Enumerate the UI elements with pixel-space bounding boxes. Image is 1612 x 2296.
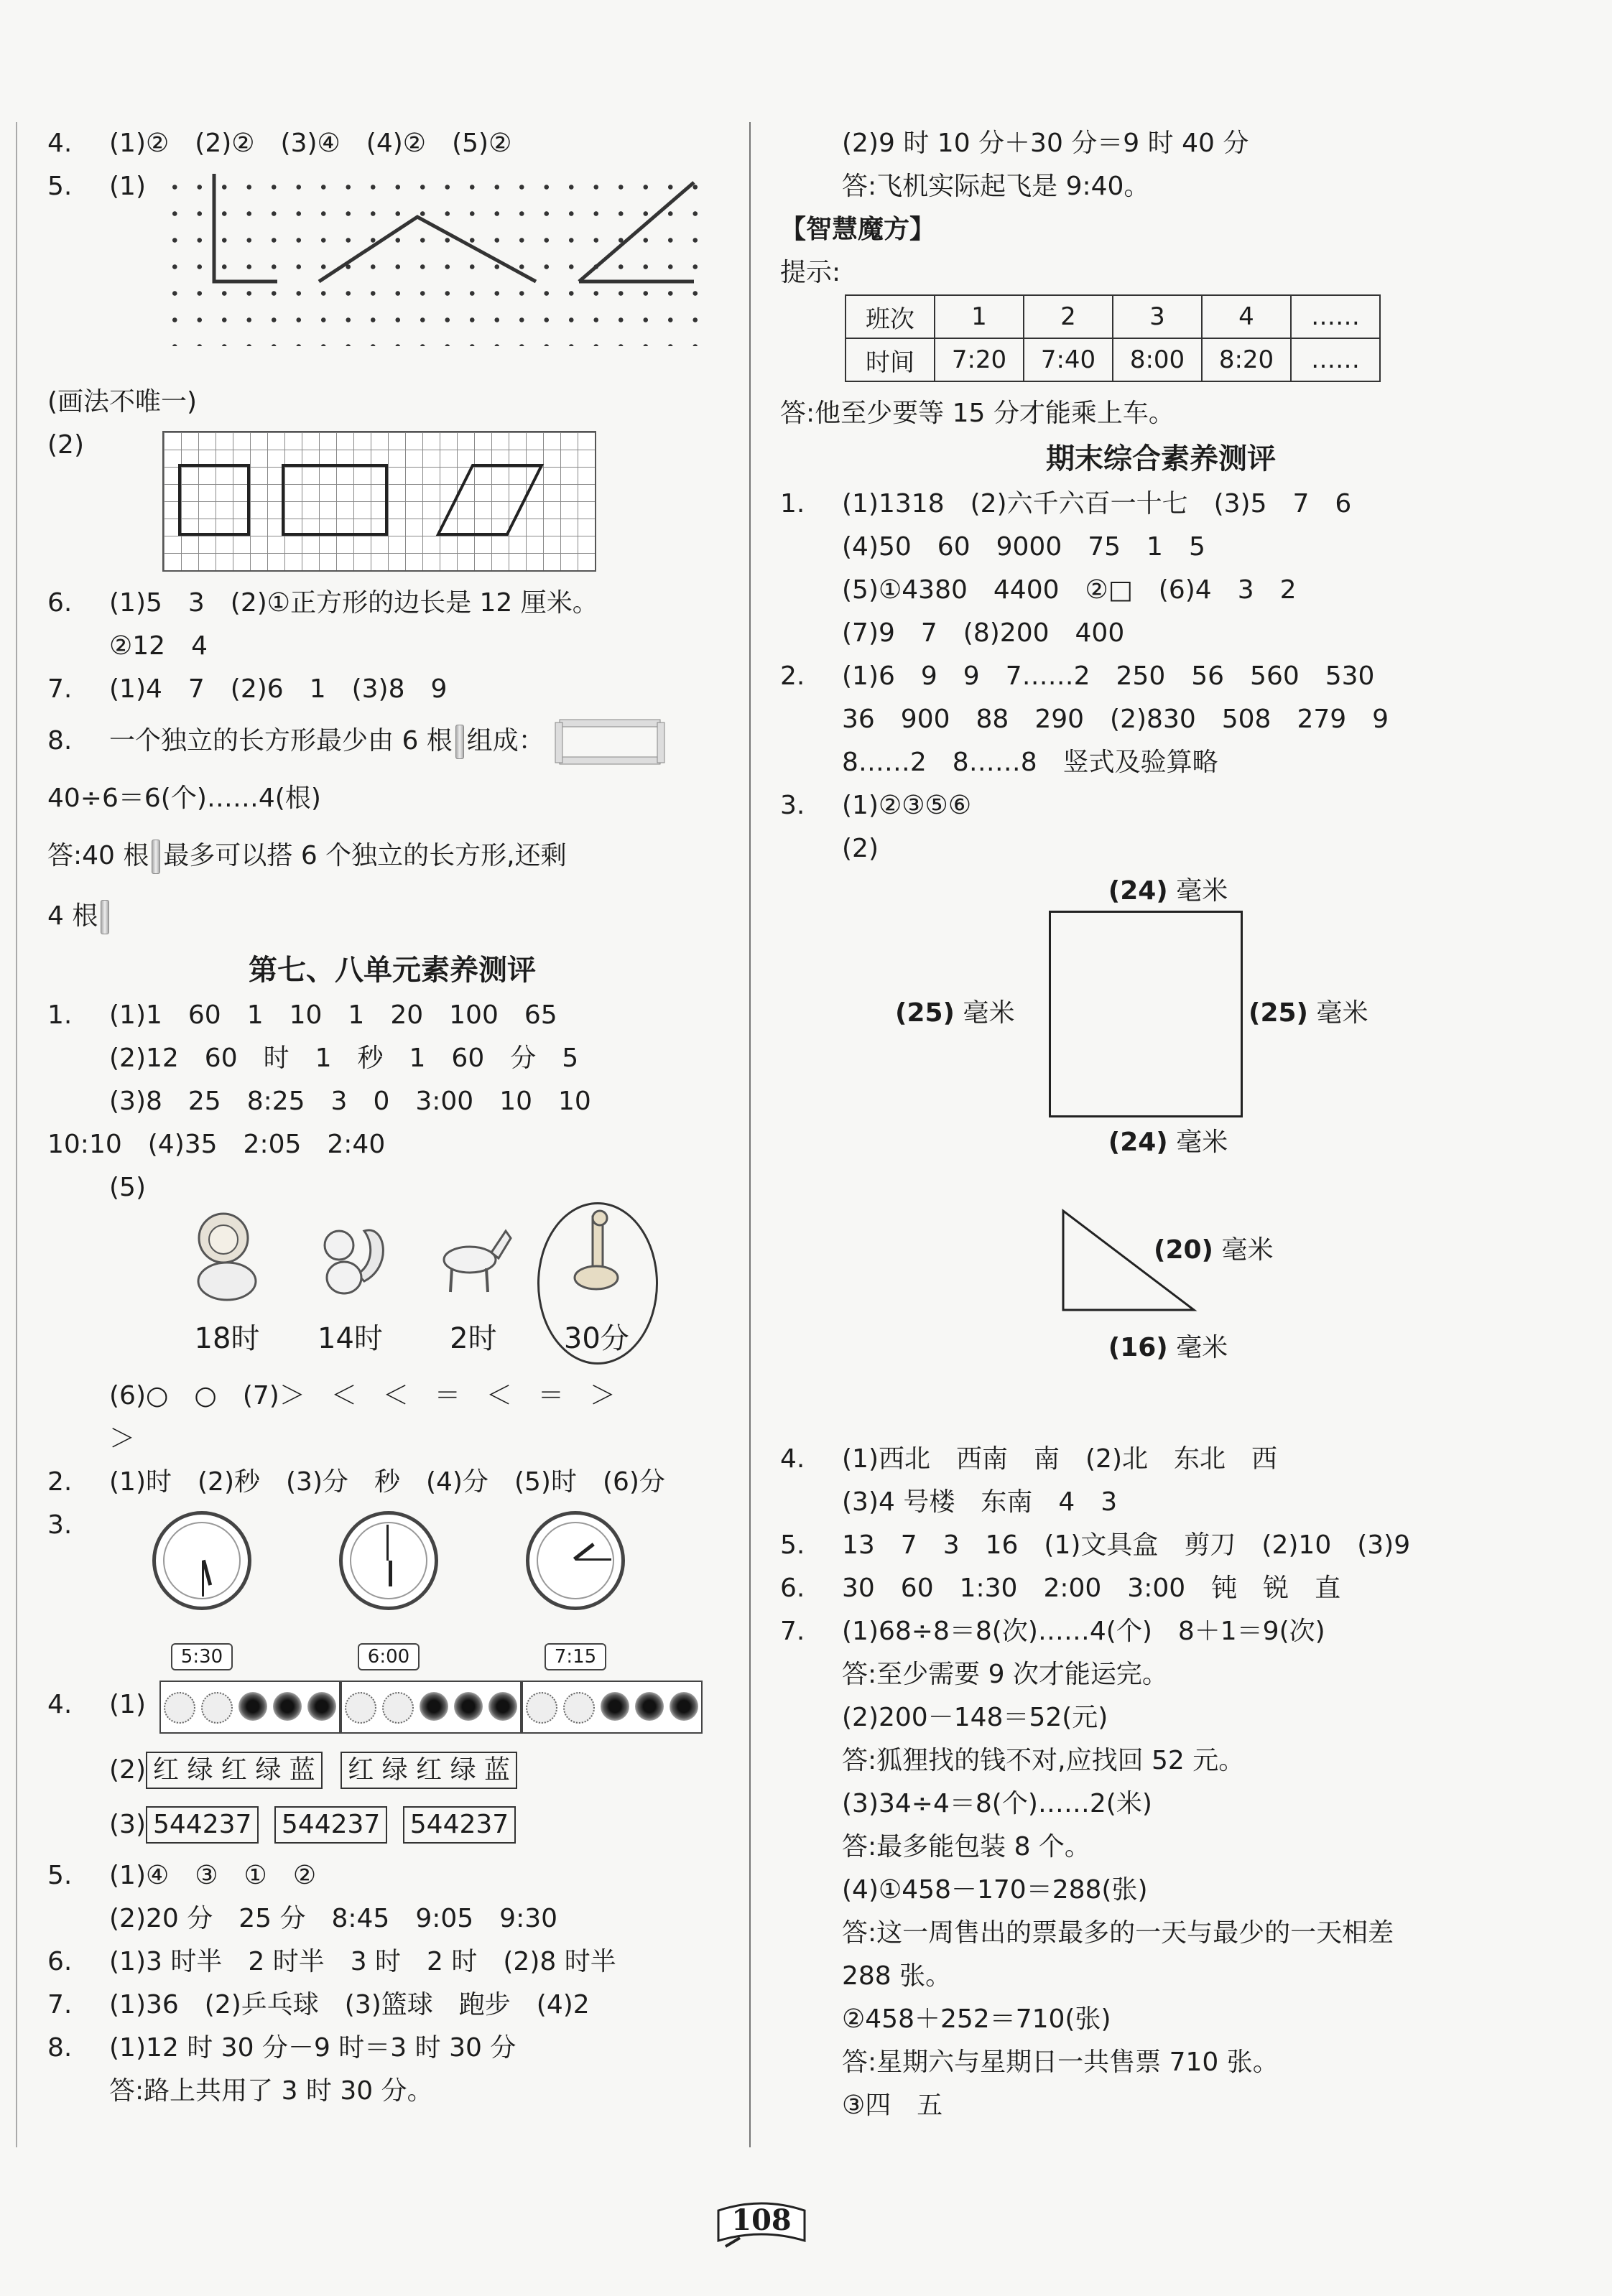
f7-line2	[780, 1653, 1542, 1696]
q-number: 8.	[47, 2033, 73, 2063]
answer-8-calc	[47, 771, 737, 826]
q-number: 5.	[47, 172, 73, 201]
animal-giraffe	[539, 1209, 654, 1357]
q-number: 6.	[47, 588, 73, 618]
s4-colors	[47, 1745, 737, 1800]
s1-line1	[47, 994, 737, 1037]
f1-line2	[780, 526, 1542, 569]
column-divider	[749, 122, 751, 2147]
q-number: 7.	[47, 1990, 73, 2020]
part-label: (1)	[109, 172, 146, 201]
q-number: 6.	[47, 1947, 73, 1976]
q-number: 4.	[47, 129, 73, 158]
squirrel-icon	[307, 1209, 393, 1303]
answer-4	[47, 122, 737, 165]
table-cell: 2	[1024, 295, 1113, 338]
q-number: 7.	[780, 1617, 805, 1646]
answer-text: (1)68÷8＝8(次)……4(个) 8＋1＝9(次)	[842, 1617, 1325, 1646]
f1-line3	[780, 569, 1542, 612]
s1-line4	[47, 1123, 737, 1166]
clock-time-label: 5:30	[171, 1643, 233, 1670]
answer-text: 36 900 88 290 (2)830 508 279 9	[842, 705, 1389, 734]
hint-text: 提示:	[780, 258, 841, 287]
tri-base-label: (16) 毫米	[1108, 1333, 1228, 1362]
stick-icon	[101, 900, 109, 934]
answer-text: 最多可以搭 6 个独立的长方形,还剩	[163, 841, 567, 870]
measure-figures	[780, 870, 1542, 1438]
answer-text: 4 根	[47, 901, 98, 931]
s4-digits	[47, 1800, 737, 1854]
answer-text: 组成：	[466, 726, 545, 756]
answer-text: (3)8 25 8:25 3 0 3:00 10 10	[109, 1087, 591, 1116]
answer-text: (3)34÷4＝8(个)……2(米)	[842, 1789, 1152, 1818]
table-cell: 4	[1202, 295, 1291, 338]
clock-face	[339, 1511, 438, 1610]
q-number: 4.	[47, 1690, 73, 1719]
f5-line	[780, 1524, 1542, 1567]
left-column	[47, 122, 737, 2113]
answer-text: (1)36 (2)乒乓球 (3)篮球 跑步 (4)2	[109, 1990, 590, 2020]
answer-text: 答:狐狸找的钱不对,应找回 52 元。	[842, 1746, 1245, 1775]
s1-line6	[47, 1375, 737, 1418]
page-number-badge	[711, 2196, 812, 2254]
f1-line1	[780, 483, 1542, 526]
f7-line1	[780, 1610, 1542, 1653]
answer-text: (2)200－148＝52(元)	[842, 1703, 1108, 1732]
answer-text: 答:40 根	[47, 841, 149, 870]
q-number: 5.	[47, 1861, 73, 1890]
answer-text: (6)○ ○ (7)＞ ＜ ＜ ＝ ＜ ＝ ＞	[109, 1381, 616, 1410]
part-label: (2)	[109, 1755, 146, 1785]
s1-line7	[47, 1418, 737, 1461]
answer-text: 288 张。	[842, 1961, 952, 1991]
giraffe-icon	[553, 1209, 639, 1303]
q-number: 8.	[47, 726, 73, 756]
stick-icon	[152, 840, 160, 874]
lion-icon	[184, 1209, 270, 1303]
final-section-title: 期末综合素养测评	[1046, 442, 1276, 475]
q-number: 7.	[47, 674, 73, 704]
s2-line	[47, 1461, 737, 1504]
table-cell: 3	[1113, 295, 1202, 338]
answer-6-line2	[47, 625, 737, 668]
table-cell: 班次	[846, 295, 935, 338]
answer-text: (1)4 7 (2)6 1 (3)8 9	[109, 674, 448, 704]
flower-pattern	[159, 1681, 703, 1734]
wisdom-title: 【智慧魔方】	[780, 215, 936, 244]
f2-line3	[780, 741, 1542, 784]
answer-5	[47, 165, 737, 381]
f7-line10	[780, 1998, 1542, 2041]
f7-line5	[780, 1783, 1542, 1826]
digit-pattern-box: 544237	[274, 1806, 387, 1844]
answer-text: 答:星期六与星期日一共售票 710 张。	[842, 2048, 1279, 2077]
answer-text: (1)② (2)② (3)④ (4)② (5)②	[109, 129, 512, 158]
answer-text: (1)1318 (2)六千六百一十七 (3)5 7 6	[842, 489, 1352, 519]
flower-group	[159, 1681, 341, 1734]
digit-pattern-box: 544237	[403, 1806, 516, 1844]
clock-time-label: 7:15	[545, 1643, 606, 1670]
answer-6	[47, 582, 737, 625]
answer-8-answer	[47, 826, 737, 886]
table-cell: 7:20	[935, 338, 1024, 381]
prev-answer-line2	[780, 165, 1542, 208]
tri-hyp-label: (20) 毫米	[1154, 1235, 1274, 1265]
table-cell: 1	[935, 295, 1024, 338]
stick-icon	[455, 725, 464, 759]
answer-5-part2	[47, 424, 737, 582]
q-number: 5.	[780, 1530, 805, 1560]
answer-text: (1)②③⑤⑥	[842, 791, 972, 820]
answer-text: ②12 4	[109, 631, 208, 661]
note-text: (画法不唯一)	[47, 387, 198, 417]
answer-text: (1)5 3 (2)①正方形的边长是 12 厘米。	[109, 588, 598, 618]
answer-text: (7)9 7 (8)200 400	[842, 618, 1125, 648]
prev-answer-line1	[780, 122, 1542, 165]
table-row	[846, 295, 1380, 338]
answer-text: (2)20 分 25 分 8:45 9:05 9:30	[109, 1904, 558, 1933]
answer-text: 答:至少需要 9 次才能运完。	[842, 1660, 1168, 1689]
part-label: (5)	[109, 1173, 146, 1202]
answer-text: (2)9 时 10 分＋30 分＝9 时 40 分	[842, 129, 1249, 158]
hint-table-wrap	[780, 294, 1542, 392]
answer-text: 答:路上共用了 3 时 30 分。	[109, 2076, 433, 2106]
animal-horse	[416, 1209, 531, 1357]
table-cell: 8:00	[1113, 338, 1202, 381]
s5-line2	[47, 1897, 737, 1941]
q-number: 3.	[780, 791, 805, 820]
right-column	[780, 122, 1542, 2127]
answer-text: 40÷6＝6(个)……4(根)	[47, 784, 321, 813]
answer-text: (1)④ ③ ① ②	[109, 1861, 317, 1890]
answer-text: 13 7 3 16 (1)文具盒 剪刀 (2)10 (3)9	[842, 1530, 1411, 1560]
table-cell: ……	[1291, 338, 1380, 381]
clock-face	[152, 1511, 251, 1610]
answer-text: 10:10 (4)35 2:05 2:40	[47, 1130, 386, 1159]
answer-text: 一个独立的长方形最少由 6 根	[109, 726, 453, 756]
answer-text: (1)1 60 1 10 1 20 100 65	[109, 1000, 557, 1030]
answer-text: 答:最多能包装 8 个。	[842, 1832, 1090, 1862]
flower-group	[341, 1681, 522, 1734]
draw-note	[47, 381, 737, 424]
f4-line1	[780, 1438, 1542, 1481]
answer-text: (1)西北 西南 南 (2)北 东北 西	[842, 1444, 1277, 1474]
f3-line1	[780, 784, 1542, 827]
answer-text: (3)4 号楼 东南 4 3	[842, 1487, 1118, 1517]
animal-squirrel	[292, 1209, 407, 1357]
polyline-2	[319, 217, 536, 282]
margin-line	[16, 122, 17, 2147]
answer-text: (1)时 (2)秒 (3)分 秒 (4)分 (5)时 (6)分	[109, 1467, 665, 1497]
s8-line1	[47, 2027, 737, 2070]
animal-label: 2时	[450, 1322, 497, 1355]
flower-group	[522, 1681, 703, 1734]
clock-1	[148, 1511, 256, 1670]
polyline-1	[214, 174, 277, 282]
rectangle-shape	[283, 465, 386, 534]
animal-label: 14时	[318, 1322, 383, 1355]
table-row	[846, 338, 1380, 381]
answer-text: (4)①458－170＝288(张)	[842, 1875, 1148, 1905]
f1-line4	[780, 612, 1542, 655]
answer-text: ③四 五	[842, 2091, 943, 2120]
f7-line8	[780, 1912, 1542, 1955]
page-number: 108	[731, 2203, 792, 2237]
parallelogram-shape	[438, 465, 542, 534]
measured-rectangle	[1049, 911, 1243, 1117]
hint-table	[845, 294, 1381, 382]
animal-row	[47, 1209, 737, 1375]
answer-text: (5)①4380 4400 ②□ (6)4 3 2	[842, 575, 1297, 605]
answer-text: ＞	[109, 1424, 136, 1454]
color-pattern-box: 红 绿 红 绿 蓝	[146, 1752, 323, 1789]
f2-line1	[780, 655, 1542, 698]
part-label: (2)	[47, 430, 84, 460]
answer-text: 答:飞机实际起飞是 9:40。	[842, 172, 1150, 201]
table-cell: ……	[1291, 295, 1380, 338]
section-title: 第七、八单元素养测评	[249, 954, 536, 987]
answer-text: 8……2 8……8 竖式及验算略	[842, 748, 1218, 777]
q-number: 2.	[780, 661, 805, 691]
clock-2	[335, 1511, 443, 1670]
s4-flowers	[47, 1676, 737, 1745]
s3-clocks	[47, 1504, 737, 1676]
dot-drawing	[162, 174, 708, 346]
s1-line5	[47, 1166, 737, 1209]
color-pattern-box: 红 绿 红 绿 蓝	[341, 1752, 517, 1789]
animal-label: 30分	[563, 1322, 629, 1355]
rect-top-label: (24) 毫米	[1108, 876, 1228, 906]
rect-right-label: (25) 毫米	[1249, 998, 1368, 1028]
rect-bottom-label: (24) 毫米	[1108, 1128, 1228, 1157]
clock-3	[522, 1511, 629, 1670]
polyline-3	[579, 182, 694, 282]
animal-lion	[170, 1209, 284, 1357]
part-label: (1)	[109, 1690, 146, 1719]
clock-time-label: 6:00	[358, 1643, 420, 1670]
table-cell: 时间	[846, 338, 935, 381]
s6-line	[47, 1941, 737, 1984]
f7-line12	[780, 2084, 1542, 2127]
answer-8	[47, 711, 737, 771]
q-number: 4.	[780, 1444, 805, 1474]
rect-left-label: (25) 毫米	[895, 998, 1015, 1028]
answer-text: (1)12 时 30 分－9 时＝3 时 30 分	[109, 2033, 517, 2063]
f7-line11	[780, 2041, 1542, 2084]
s5-line1	[47, 1854, 737, 1897]
hint-answer	[780, 392, 1542, 435]
f7-line4	[780, 1739, 1542, 1783]
answer-7	[47, 668, 737, 711]
answer-text: 答:他至少要等 15 分才能乘上车。	[780, 399, 1175, 428]
q-number: 3.	[47, 1510, 73, 1540]
f7-line9	[780, 1955, 1542, 1998]
answer-text: (1)6 9 9 7……2 250 56 560 530	[842, 661, 1375, 691]
hint-label	[780, 251, 1542, 294]
f6-line	[780, 1567, 1542, 1610]
q-number: 2.	[47, 1467, 73, 1497]
f2-line2	[780, 698, 1542, 741]
answer-text: ②458＋252＝710(张)	[842, 2004, 1111, 2034]
f7-line7	[780, 1869, 1542, 1912]
f4-line2	[780, 1481, 1542, 1524]
square-shape	[180, 465, 249, 534]
q-number: 6.	[780, 1574, 805, 1603]
table-cell: 8:20	[1202, 338, 1291, 381]
f7-line6	[780, 1826, 1542, 1869]
digit-pattern-box: 544237	[146, 1806, 259, 1844]
q-number: 1.	[780, 489, 805, 519]
s7-line	[47, 1984, 737, 2027]
part-label: (3)	[109, 1810, 146, 1839]
q-number: 1.	[47, 1000, 73, 1030]
part-label: (2)	[842, 834, 879, 863]
f3-line2	[780, 827, 1542, 870]
animal-label: 18时	[194, 1322, 260, 1355]
answer-text: (4)50 60 9000 75 1 5	[842, 532, 1205, 562]
stick-rectangle-icon	[552, 715, 667, 768]
f7-line3	[780, 1696, 1542, 1739]
horse-icon	[430, 1209, 517, 1303]
s1-line2	[47, 1037, 737, 1080]
s8-line2	[47, 2070, 737, 2113]
clock-face	[526, 1511, 625, 1610]
grid-shapes	[162, 431, 593, 569]
answer-text: (1)3 时半 2 时半 3 时 2 时 (2)8 时半	[109, 1947, 616, 1976]
s1-line3	[47, 1080, 737, 1123]
answer-8-remain	[47, 886, 737, 947]
answer-text: 答:这一周售出的票最多的一天与最少的一天相差	[842, 1918, 1394, 1948]
answer-text: (2)12 60 时 1 秒 1 60 分 5	[109, 1044, 579, 1073]
table-cell: 7:40	[1024, 338, 1113, 381]
answer-text: 30 60 1:30 2:00 3:00 钝 锐 直	[842, 1574, 1341, 1603]
